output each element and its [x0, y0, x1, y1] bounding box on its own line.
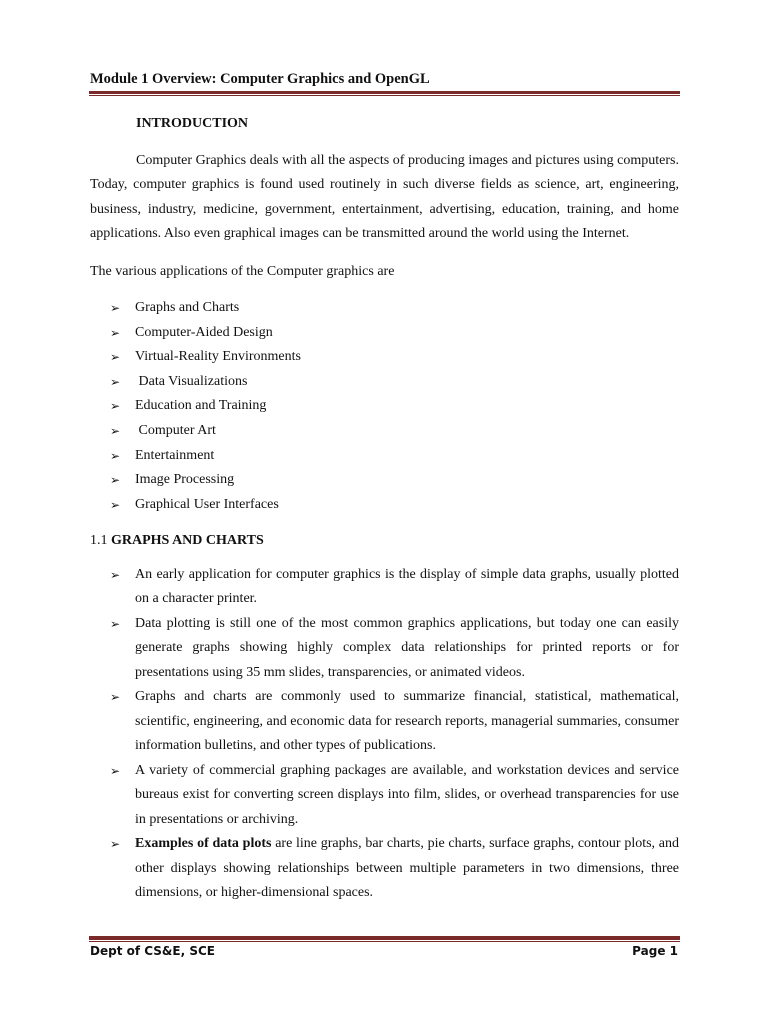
arrow-bullet-icon: ➢	[110, 616, 121, 631]
arrow-bullet-icon: ➢	[110, 448, 121, 463]
footer-page-number: Page 1	[632, 944, 678, 958]
arrow-bullet-icon: ➢	[110, 690, 121, 705]
list-item-text: Computer Art	[135, 422, 216, 438]
list-item-text: Computer-Aided Design	[135, 324, 273, 340]
list-item	[90, 321, 679, 346]
list-item	[90, 563, 679, 612]
list-item	[90, 394, 679, 419]
list-item	[90, 493, 679, 518]
examples-bold-text: Examples of data plots	[135, 836, 272, 852]
list-item-text: Graphical User Interfaces	[135, 496, 279, 512]
arrow-bullet-icon: ➢	[110, 837, 121, 852]
arrow-bullet-icon: ➢	[110, 423, 121, 438]
list-item	[90, 612, 679, 686]
list-item-text: Graphs and Charts	[135, 300, 240, 315]
list-item	[90, 419, 679, 444]
footer-rule	[89, 936, 680, 942]
examples-text: are line graphs, bar charts, pie charts, surface graphs, contour plots, and other displays showing relationships between multiple parameters in two dimensions, three dimensions, or higher-dimensional spaces.	[135, 836, 680, 901]
list-item	[90, 296, 679, 321]
list-item-text: Education and Training	[135, 398, 267, 414]
intro-paragraph: Computer Graphics deals with all the aspects of producing images and pictures using computers. Today, computer graphics is found used routinely in such diverse fields as science, art, engineering, business, industry, medicine, government, entertainment, advertising, education, training, and home applications. Also even graphical images can be transmitted around the world using the Internet.	[90, 152, 679, 241]
list-item	[90, 685, 679, 759]
arrow-bullet-icon: ➢	[110, 325, 121, 340]
intro-heading: INTRODUCTION	[136, 116, 249, 131]
arrow-bullet-icon: ➢	[110, 497, 121, 512]
list-item	[90, 468, 679, 493]
list-item	[90, 370, 679, 395]
arrow-bullet-icon: ➢	[110, 399, 121, 414]
list-item-text: Entertainment	[135, 447, 215, 463]
arrow-bullet-icon: ➢	[110, 301, 121, 315]
list-item-text: A variety of commercial graphing packages are available, and workstation devices and service bureaus exist for converting screen displays into film, slides, or overhead transparencies for use in presentations or archiving.	[135, 762, 679, 827]
page-header-title: Module 1 Overview: Computer Graphics and OpenGL	[90, 71, 430, 87]
arrow-bullet-icon: ➢	[110, 473, 121, 488]
list-item-text: Graphs and charts are commonly used to summarize financial, statistical, mathematical, scientific, engineering, and economic data for research reports, managerial summaries, consumer information bulletins, and other types of publications.	[135, 689, 679, 754]
arrow-bullet-icon: ➢	[110, 374, 121, 389]
section-title: GRAPHS AND CHARTS	[111, 533, 264, 549]
list-item-text: An early application for computer graphics is the display of simple data graphs, usually plotted on a character printer.	[135, 566, 679, 607]
list-item	[90, 759, 679, 833]
list-item	[90, 444, 679, 469]
applications-list	[90, 296, 679, 517]
section-heading	[90, 529, 679, 554]
list-item-text: Virtual-Reality Environments	[135, 349, 301, 365]
arrow-bullet-icon: ➢	[110, 763, 121, 778]
applications-lead: The various applications of the Computer graphics are	[90, 263, 395, 279]
list-item	[90, 345, 679, 370]
section-number: 1.1	[90, 533, 108, 549]
graphs-bullet-list	[90, 563, 679, 906]
list-item-text: Image Processing	[135, 472, 235, 488]
list-item	[90, 832, 679, 906]
arrow-bullet-icon: ➢	[110, 567, 121, 582]
footer-department: Dept of CS&E, SCE	[90, 944, 215, 958]
arrow-bullet-icon: ➢	[110, 350, 121, 365]
list-item-text: Data Visualizations	[135, 373, 248, 389]
page-content	[90, 112, 679, 906]
list-item-text: Data plotting is still one of the most common graphics applications, but today one can easily generate graphs showing highly complex data relationships for printed reports or for presentations using 35 mm slides, transparencies, or animated videos.	[135, 615, 679, 680]
header-rule	[89, 91, 680, 96]
